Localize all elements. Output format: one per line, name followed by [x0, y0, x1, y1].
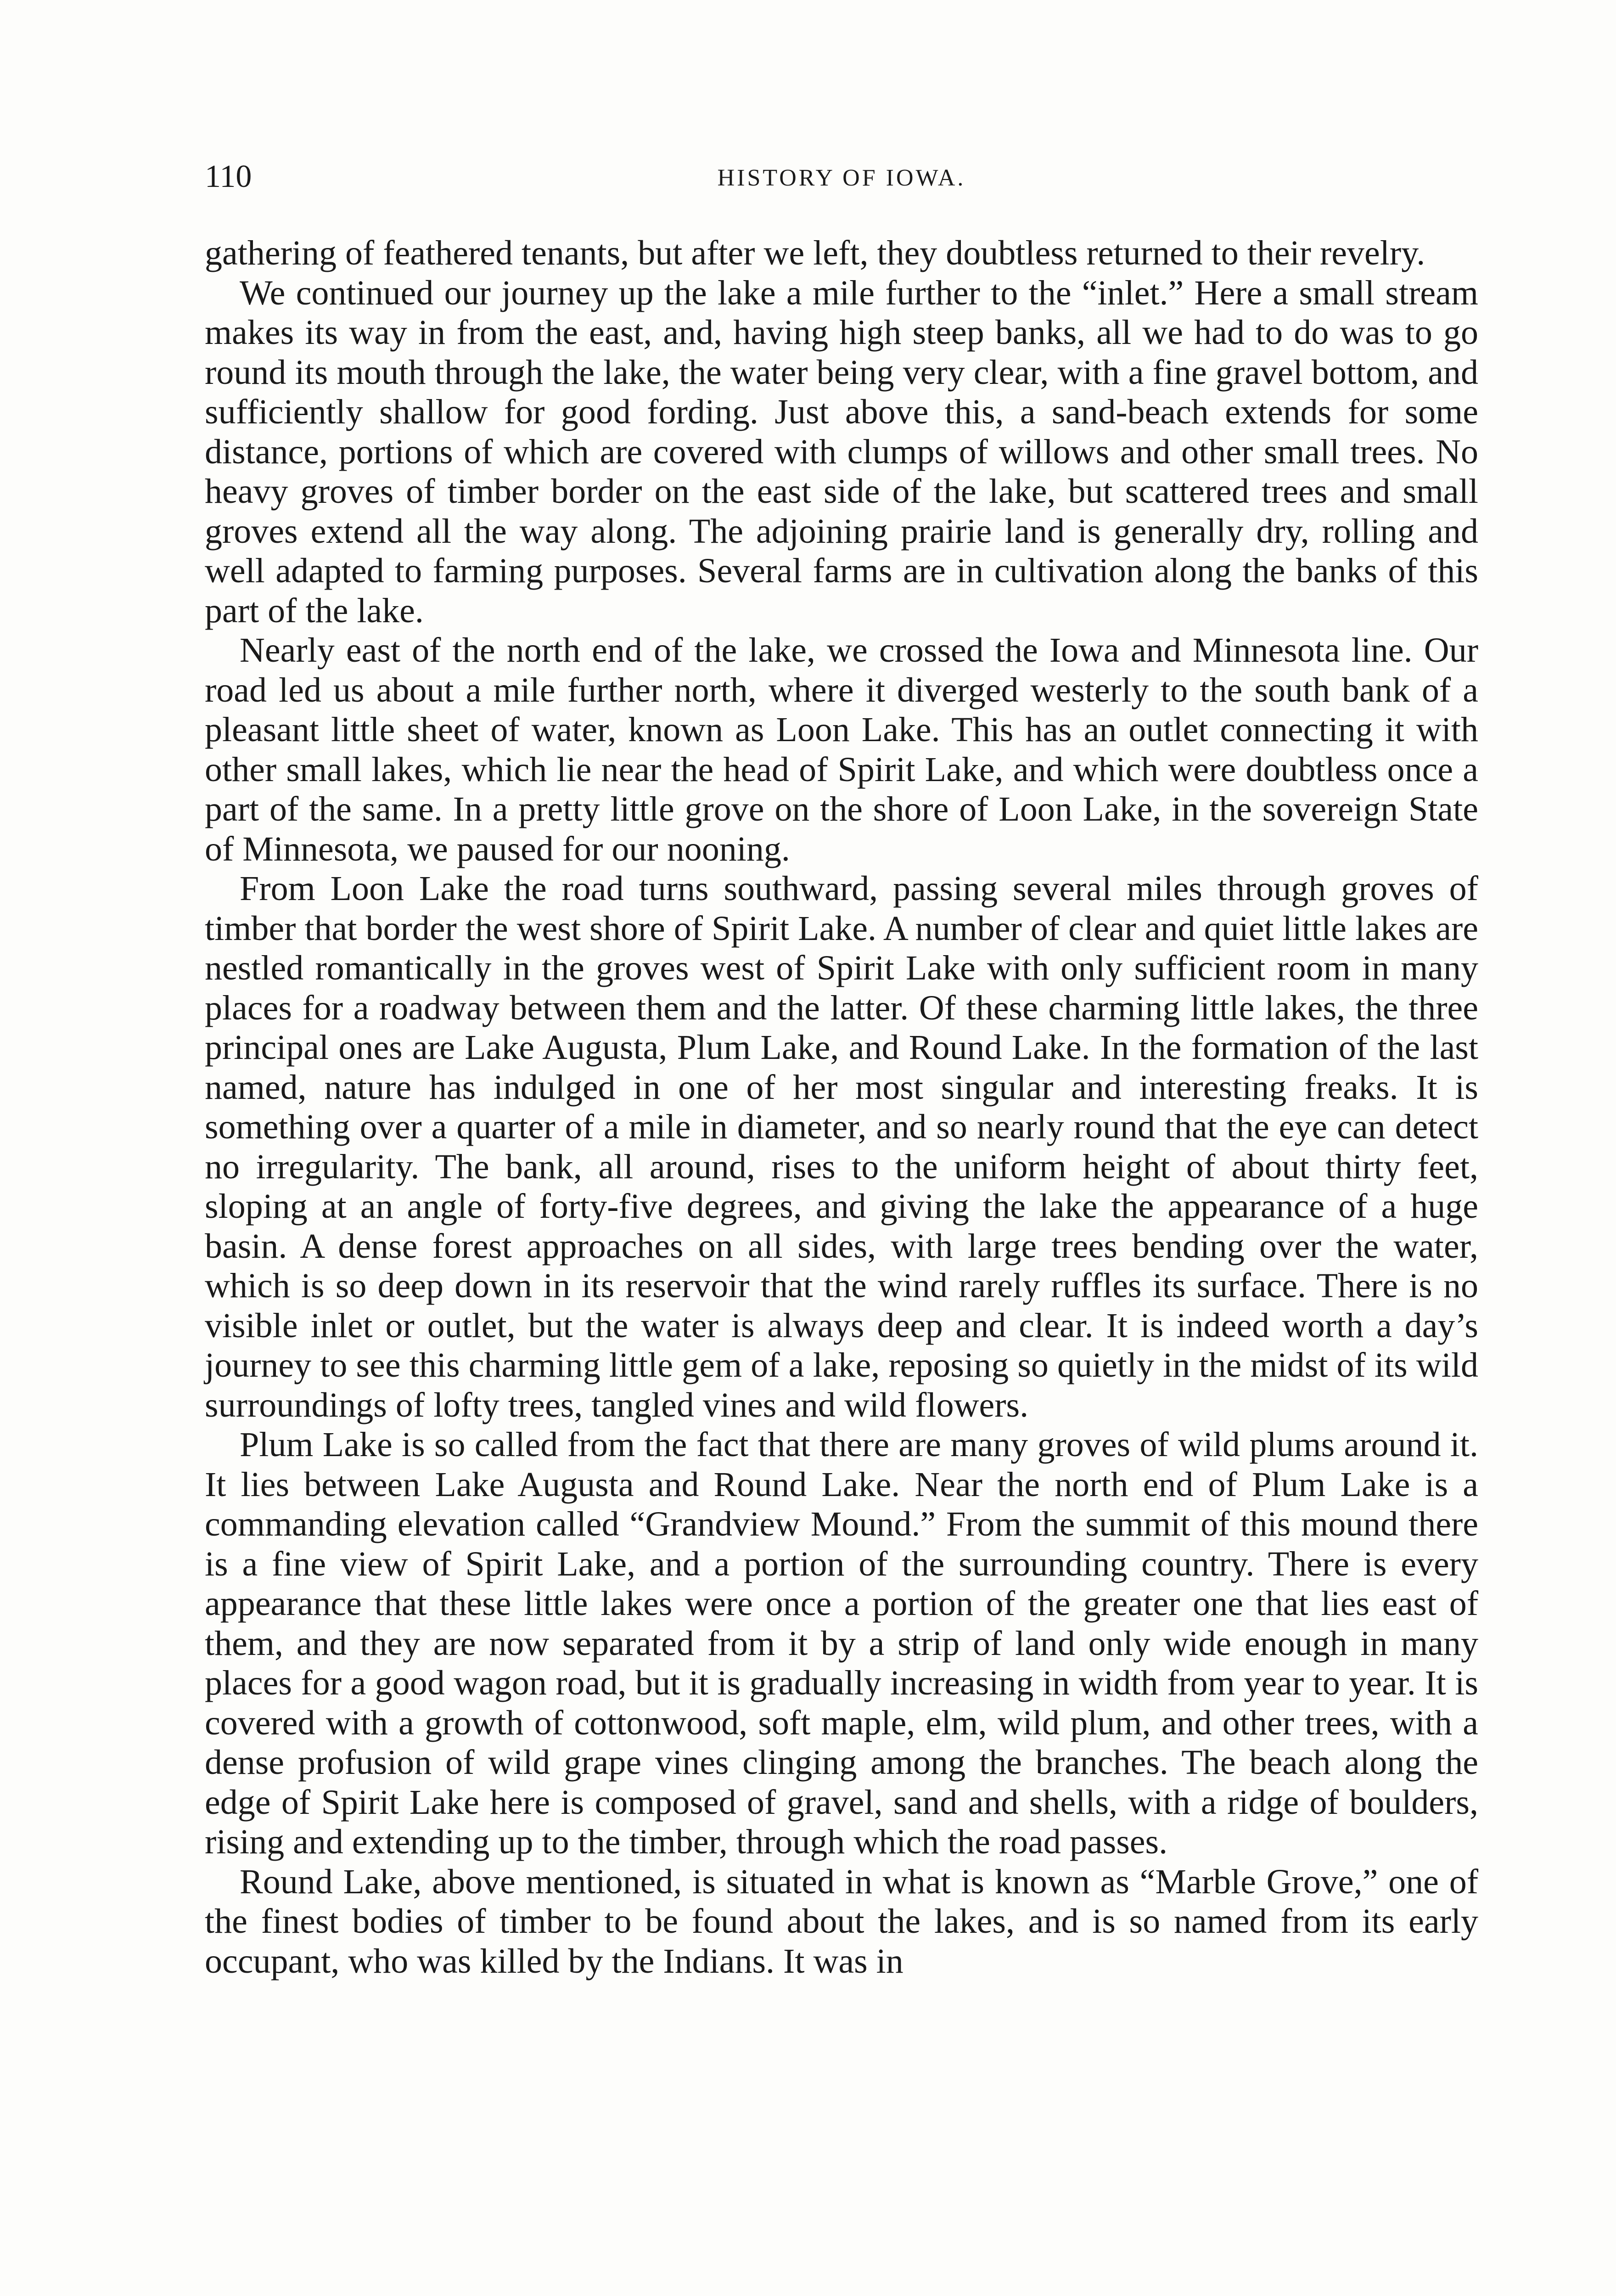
- paragraph-plum-lake: Plum Lake is so called from the fact that there are many groves of wild plums around it. It lies between Lake Augusta and Round Lake. Near the north end of Plum Lake is a commanding elevation called “Grandview Mound.” From the summit of this mound there is a fine view of Spirit Lake, and a portion of the surrounding country. There is every appearance that these little lakes were once a portion of the greater one that lies east of them, and they are now separated from it by a strip of land only wide enough in many places for a good wagon road, but it is gradually increasing in width from year to year. It is covered with a growth of cottonwood, soft maple, elm, wild plum, and other trees, with a dense profusion of wild grape vines clinging among the branches. The beach along the edge of Spirit Lake here is composed of gravel, sand and shells, with a ridge of boulders, rising and extending up to the timber, through which the road passes.: [205, 1425, 1478, 1861]
- body-text: [205, 233, 1478, 1981]
- paragraph-round-lake-description: From Loon Lake the road turns southward, passing several miles through groves of timber that border the west shore of Spirit Lake. A number of clear and quiet little lakes are nestled romantically in the groves west of Spirit Lake with only sufficient room in many places for a roadway between them and the latter. Of these charming little lakes, the three principal ones are Lake Augusta, Plum Lake, and Round Lake. In the formation of the last named, nature has indulged in one of her most singular and interesting freaks. It is something over a quarter of a mile in diameter, and so nearly round that the eye can detect no irregularity. The bank, all around, rises to the uniform height of about thirty feet, sloping at an angle of forty-five degrees, and giving the lake the appearance of a huge basin. A dense forest approaches on all sides, with large trees bending over the water, which is so deep down in its reservoir that the wind rarely ruffles its surface. There is no visible inlet or outlet, but the water is always deep and clear. It is indeed worth a day’s journey to see this charming little gem of a lake, reposing so quietly in the midst of its wild surroundings of lofty trees, tangled vines and wild flowers.: [205, 869, 1478, 1424]
- page-number: 110: [205, 159, 252, 194]
- paragraph-loon-lake: Nearly east of the north end of the lake, we crossed the Iowa and Minnesota line. Our road led us about a mile further north, where it diverged westerly to the south bank of a pleasant little sheet of water, known as Loon Lake. This has an outlet connecting it with other small lakes, which lie near the head of Spirit Lake, and which were doubtless once a part of the same. In a pretty little grove on the shore of Loon Lake, in the sovereign State of Minnesota, we paused for our nooning.: [205, 631, 1478, 868]
- paragraph-inlet: We continued our journey up the lake a mile further to the “inlet.” Here a small stream makes its way in from the east, and, having high steep banks, all we had to do was to go round its mouth through the lake, the water being very clear, with a fine gravel bottom, and sufficiently shallow for good fording. Just above this, a sand-beach extends for some distance, portions of which are covered with clumps of willows and other small trees. No heavy groves of timber border on the east side of the lake, but scattered trees and small groves extend all the way along. The adjoining prairie land is generally dry, rolling and well adapted to farming purposes. Several farms are in cultivation along the banks of this part of the lake.: [205, 273, 1478, 630]
- running-head: [205, 156, 1478, 197]
- paragraph-continuation: gathering of feathered tenants, but after we left, they doubtless returned to their revelry.: [205, 234, 1425, 272]
- running-title: HISTORY OF IOWA.: [717, 165, 966, 191]
- paragraph-marble-grove: Round Lake, above mentioned, is situated in what is known as “Marble Grove,” one of the finest bodies of timber to be found about the lakes, and is so named from its early occupant, who was killed by the Indians. It was in: [205, 1862, 1478, 1981]
